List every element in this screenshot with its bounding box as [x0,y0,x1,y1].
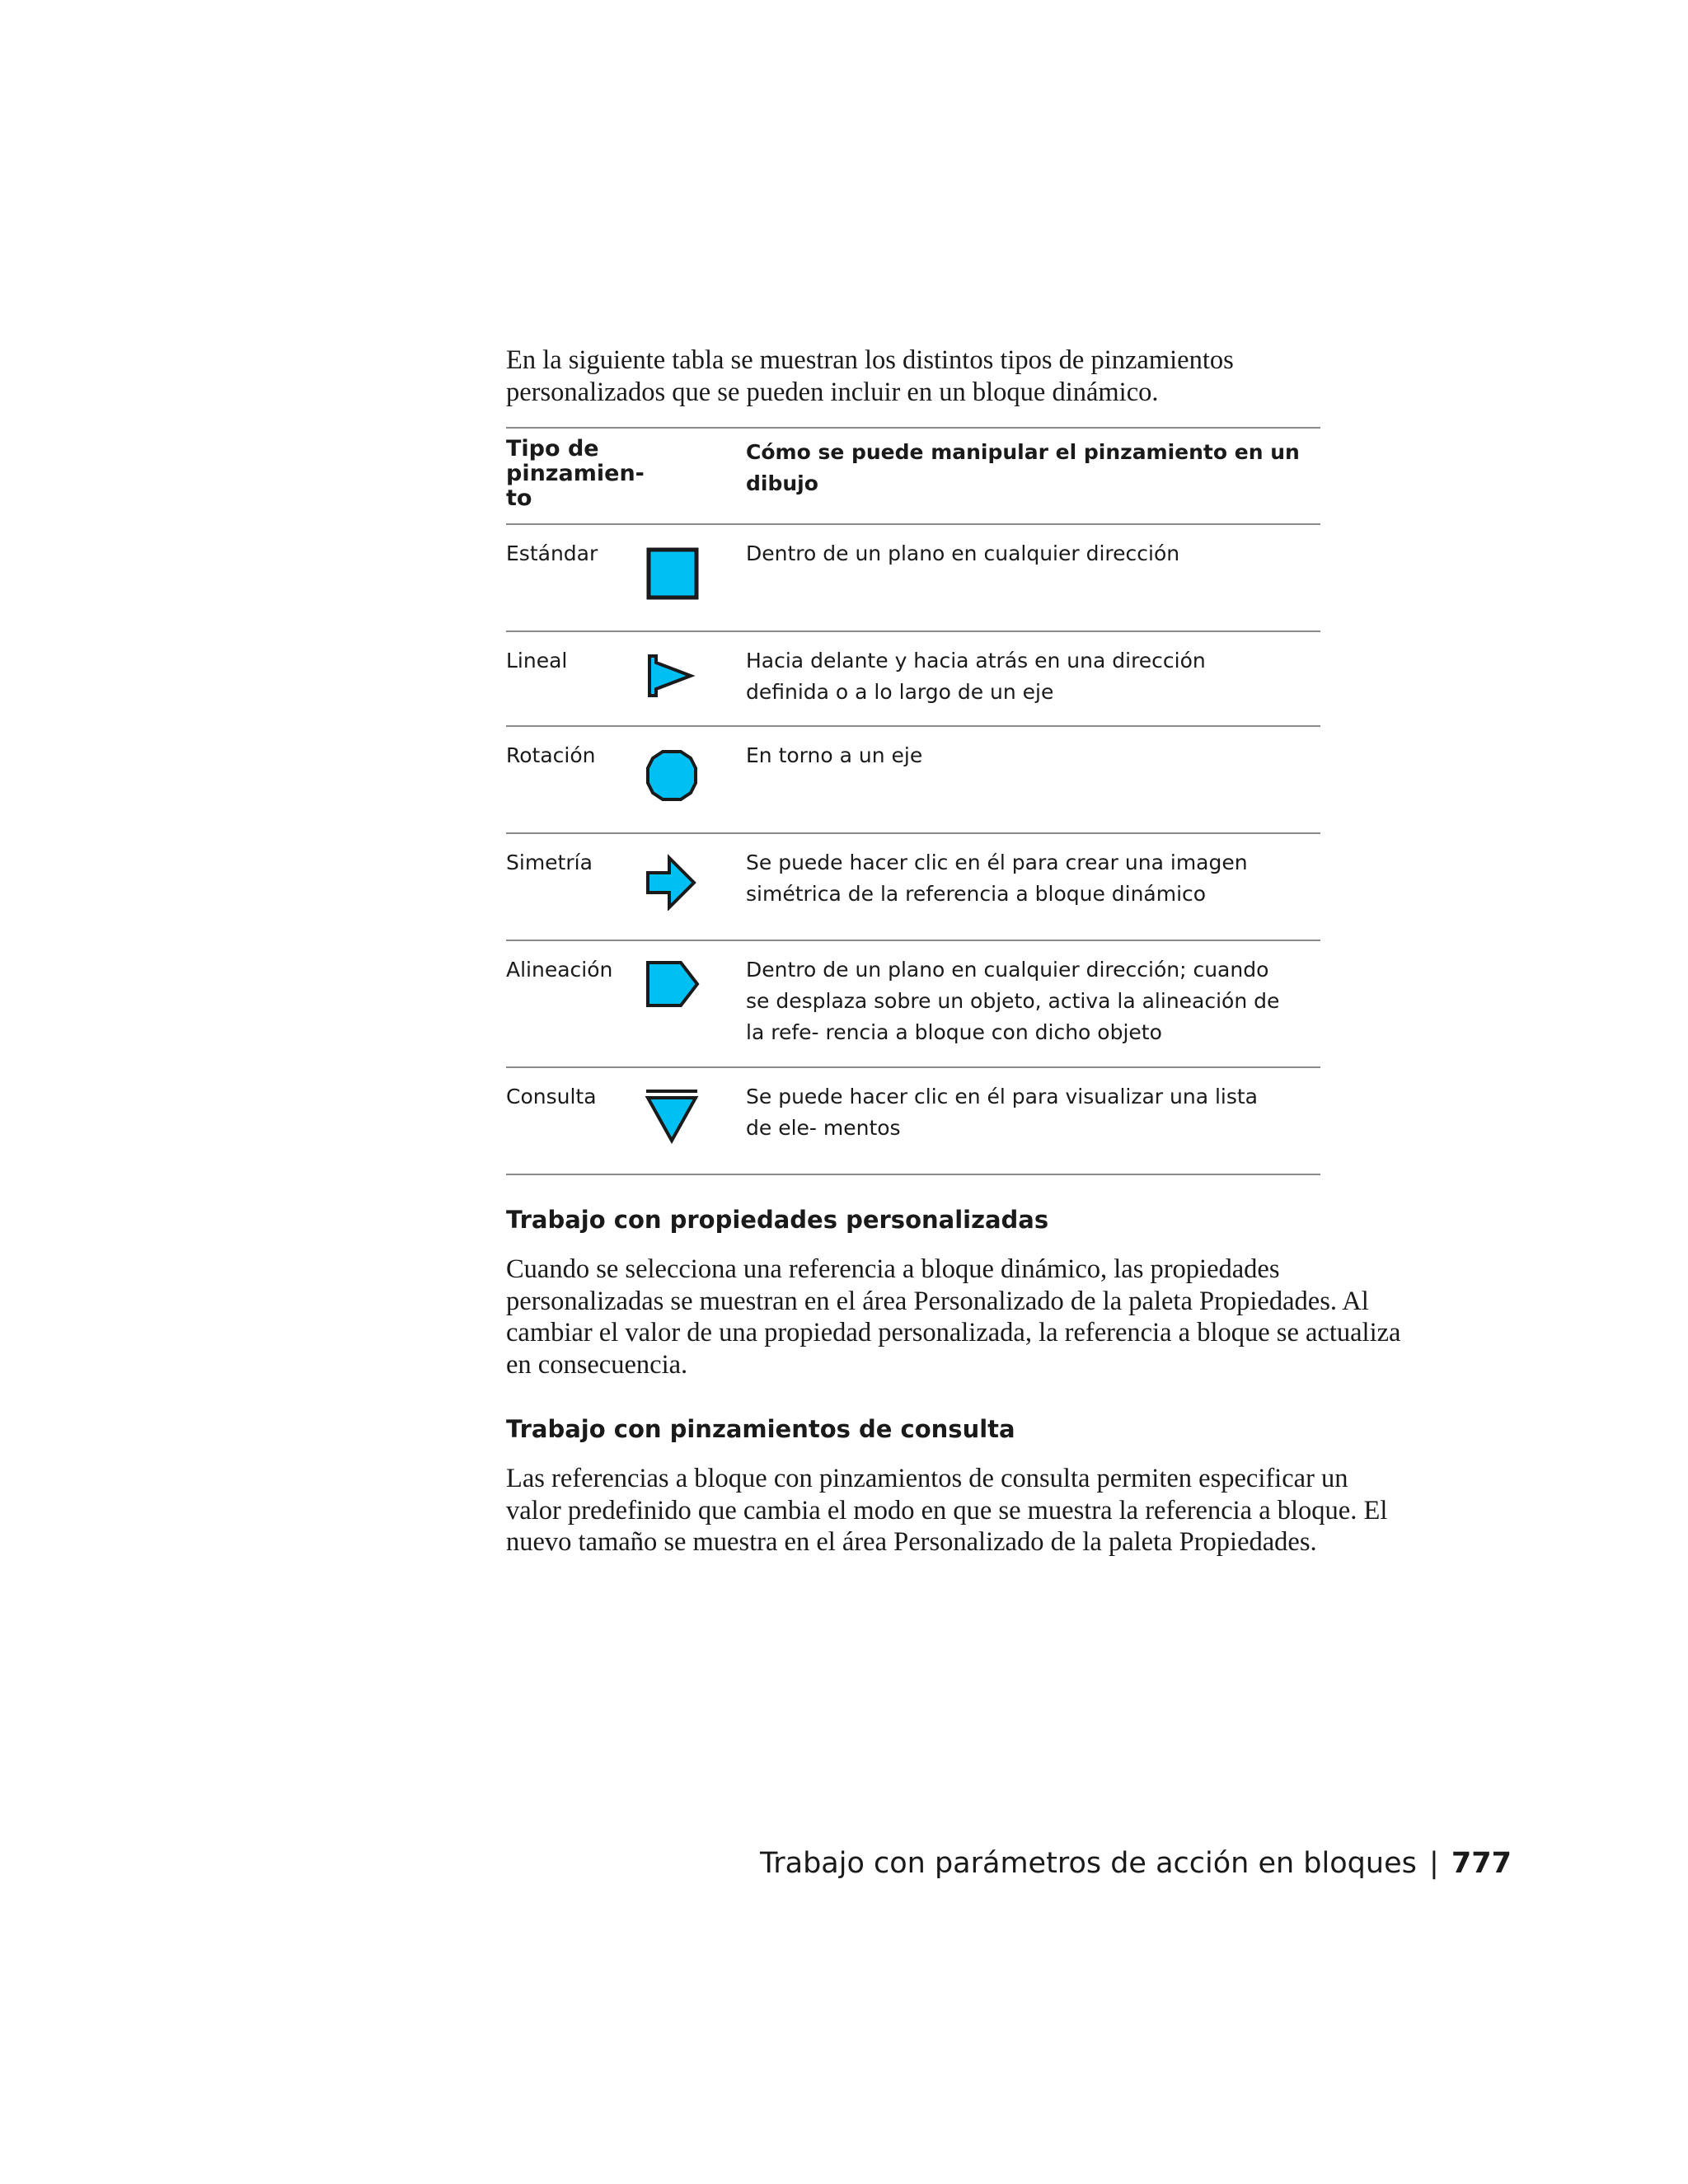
pentagon-grip-icon [645,956,702,1014]
linear-arrow-grip-icon [645,646,702,704]
table-header-how: Cómo se puede manipular el pinzamiento en un dibujo [746,440,1300,495]
table-row-divider [506,940,1320,941]
grip-type-name: Rotación [506,743,596,767]
intro-paragraph: En la siguiente tabla se muestran los distintos tipos de pinzamientos personalizados que se pueden incluir en un bloque dinámico. [506,345,1234,407]
page-number: 777 [1451,1847,1512,1880]
grip-type-name: Lineal [506,649,568,673]
grip-type-name: Estándar [506,541,598,565]
table-header-type: Tipo de pinzamien- to [506,436,645,511]
circle-grip-icon [645,747,702,804]
grip-type-description: Dentro de un plano en cualquier dirección; cuando se desplaza sobre un objeto, activa la alineación de la refe- rencia a bloque con dicho objeto [746,958,1280,1044]
section-heading: Trabajo con propiedades personalizadas [506,1206,1049,1234]
table-header-rule [506,523,1320,525]
grip-type-name: Consulta [506,1085,597,1108]
table-top-rule [506,427,1320,429]
square-grip-icon [645,546,702,603]
section-heading: Trabajo con pinzamientos de consulta [506,1415,1015,1443]
flip-arrow-grip-icon [645,853,702,911]
grip-type-description: Dentro de un plano en cualquier dirección [746,541,1180,565]
table-row-divider [506,630,1320,632]
table-row-divider [506,1066,1320,1068]
grip-type-description: Hacia delante y hacia atrás en una dirección definida o a lo largo de un eje [746,649,1206,704]
grip-type-name: Alineación [506,958,613,982]
table-bottom-rule [506,1174,1320,1175]
grip-type-description: En torno a un eje [746,743,923,767]
section-body: Cuando se selecciona una referencia a bloque dinámico, las propiedades personalizadas se muestran en el área Personalizado de la paleta Propiedades. Al cambiar el valor de una propiedad personalizada, la referencia a bloque se actualiza en consecuencia. [506,1254,1401,1380]
table-row-divider [506,832,1320,834]
footer-chapter-title: Trabajo con parámetros de acción en bloques [760,1847,1417,1880]
grip-type-name: Simetría [506,851,593,874]
page-footer [760,1846,1512,1881]
grip-type-description: Se puede hacer clic en él para visualizar una lista de ele- mentos [746,1085,1258,1140]
grip-type-description: Se puede hacer clic en él para crear una imagen simétrica de la referencia a bloque dinámico [746,851,1248,906]
footer-separator: | [1428,1847,1439,1880]
table-row-divider [506,725,1320,727]
lookup-triangle-grip-icon [645,1086,702,1144]
section-body: Las referencias a bloque con pinzamientos de consulta permiten especificar un valor predefinido que cambia el modo en que se muestra la referencia a bloque. El nuevo tamaño se muestra en el área Personalizado de la paleta Propiedades. [506,1464,1388,1557]
